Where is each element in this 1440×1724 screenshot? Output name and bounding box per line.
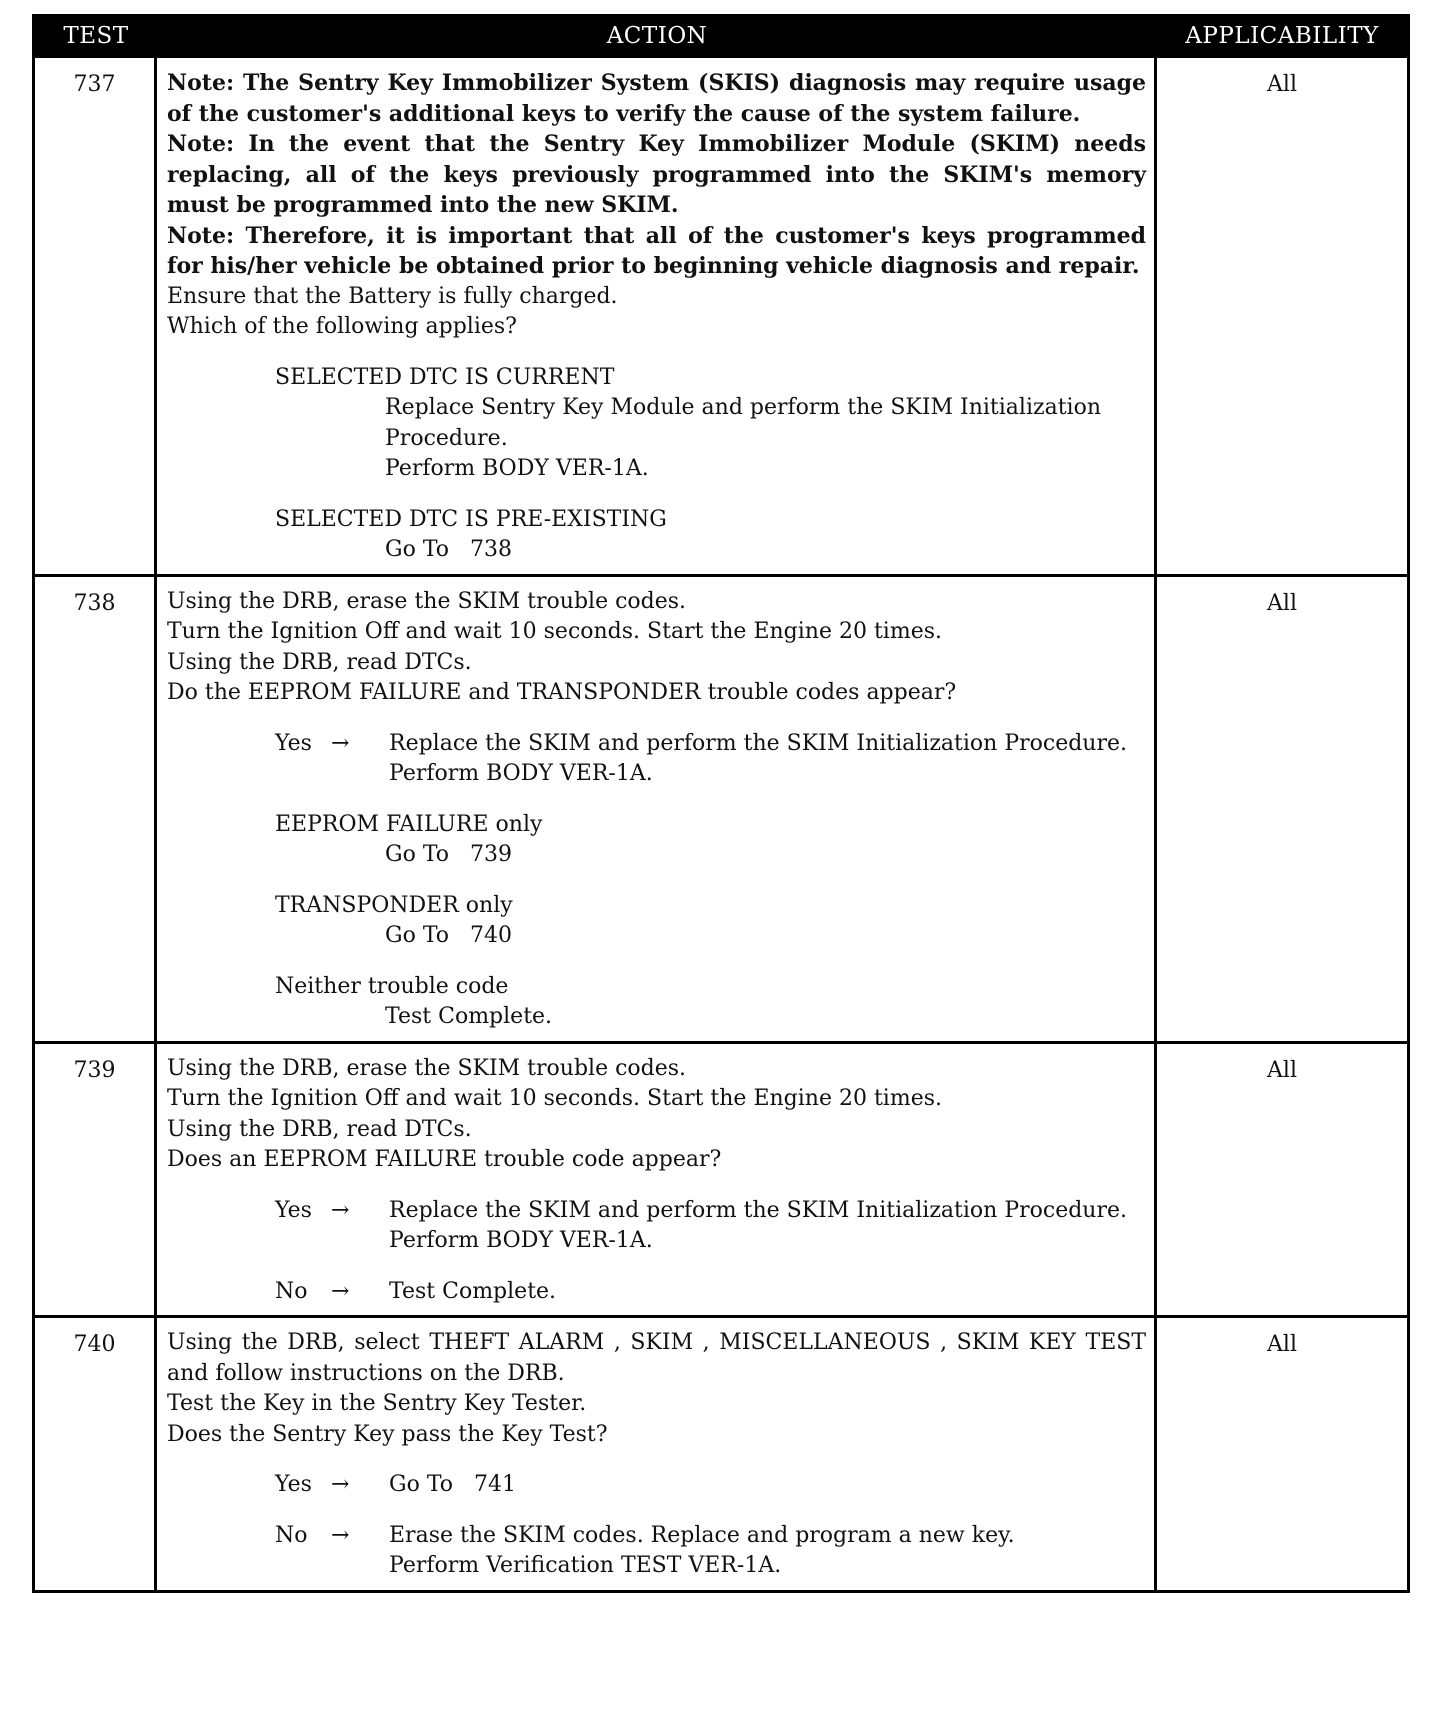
yes-branch xyxy=(275,1196,1146,1257)
instruction-text: Turn the Ignition Off and wait 10 seconds. Start the Engine 20 times. xyxy=(167,619,942,644)
instruction-text: Using the DRB, erase the SKIM trouble codes. xyxy=(167,588,687,614)
yes-label: Yes xyxy=(275,1472,312,1497)
no-result: Erase the SKIM codes. Replace and program a new key. xyxy=(389,1522,1015,1548)
instruction-text: Using the DRB, read DTCs. xyxy=(167,1116,472,1142)
no-result: Test Complete. xyxy=(389,1278,557,1304)
instruction-text: Using the DRB, select THEFT ALARM , SKIM , MISCELLANEOUS , SKIM KEY TEST and follow instructions on the DRB. xyxy=(167,1330,1146,1386)
instruction-text: Turn the Ignition Off and wait 10 seconds. Start the Engine 20 times. xyxy=(167,1086,942,1111)
table-header xyxy=(35,17,1407,55)
arrow-right-icon: → xyxy=(331,730,350,756)
test-number: 737 xyxy=(35,58,157,574)
table-row-739 xyxy=(35,1041,1407,1316)
option-result: Test Complete. xyxy=(385,1004,553,1029)
yes-label: Yes xyxy=(275,1197,312,1223)
goto-link[interactable]: Go To 740 xyxy=(385,923,512,948)
table-row-738 xyxy=(35,574,1407,1041)
option-result: Perform BODY VER-1A. xyxy=(385,456,649,481)
yes-branch xyxy=(275,1470,1146,1501)
action-cell xyxy=(157,58,1157,574)
test-number: 739 xyxy=(35,1044,157,1316)
option-block xyxy=(275,810,1146,871)
arrow-right-icon: → xyxy=(331,1472,350,1497)
no-branch xyxy=(275,1277,1146,1308)
option-result: Replace Sentry Key Module and perform the SKIM Initialization Procedure. xyxy=(385,395,1101,451)
action-cell xyxy=(157,1044,1157,1316)
no-label: No xyxy=(275,1522,308,1548)
note-text: Note: Therefore, it is important that all of the customer's keys programmed for his/her vehicle be obtained prior to beginning vehicle diagnosis and repair. xyxy=(167,222,1146,279)
option-block xyxy=(275,972,1146,1033)
note-text: Note: The Sentry Key Immobilizer System (SKIS) diagnosis may require usage of the customer's additional keys to verify the cause of the system failure. xyxy=(167,70,1146,127)
applicability-value: All xyxy=(1267,1057,1297,1083)
action-cell xyxy=(157,1318,1157,1590)
instruction-text: Does the Sentry Key pass the Key Test? xyxy=(167,1421,608,1447)
yes-result: Replace the SKIM and perform the SKIM Initialization Procedure. xyxy=(389,730,1128,756)
option-label: SELECTED DTC IS PRE-EXISTING xyxy=(275,506,667,532)
test-number: 738 xyxy=(35,577,157,1041)
applicability-value: All xyxy=(1267,72,1297,97)
yes-result: Perform BODY VER-1A. xyxy=(389,761,653,786)
option-block xyxy=(275,363,1146,485)
option-block xyxy=(275,891,1146,952)
diagnostic-table xyxy=(32,14,1410,1593)
instruction-text: Which of the following applies? xyxy=(167,314,517,339)
instruction-text: Ensure that the Battery is fully charged. xyxy=(167,283,618,309)
action-cell xyxy=(157,577,1157,1041)
header-test: TEST xyxy=(63,23,129,49)
option-label: EEPROM FAILURE only xyxy=(275,811,543,837)
no-label: No xyxy=(275,1278,308,1304)
instruction-text: Do the EEPROM FAILURE and TRANSPONDER trouble codes appear? xyxy=(167,680,957,705)
test-number: 740 xyxy=(35,1318,157,1590)
goto-link[interactable]: Go To 738 xyxy=(385,537,512,562)
applicability-value: All xyxy=(1267,590,1297,616)
yes-branch xyxy=(275,729,1146,790)
goto-link[interactable]: Go To 741 xyxy=(389,1472,516,1497)
option-label: TRANSPONDER only xyxy=(275,892,513,918)
option-block xyxy=(275,505,1146,566)
yes-label: Yes xyxy=(275,730,312,756)
instruction-text: Test the Key in the Sentry Key Tester. xyxy=(167,1391,587,1416)
table-row-737 xyxy=(35,55,1407,574)
yes-result: Perform BODY VER-1A. xyxy=(389,1228,653,1253)
table-row-740 xyxy=(35,1315,1407,1590)
option-label: SELECTED DTC IS CURRENT xyxy=(275,364,615,390)
yes-result: Replace the SKIM and perform the SKIM Initialization Procedure. xyxy=(389,1197,1128,1223)
no-result: Perform Verification TEST VER-1A. xyxy=(389,1553,782,1578)
header-action: ACTION xyxy=(606,23,708,49)
arrow-right-icon: → xyxy=(331,1197,350,1223)
header-applicability: APPLICABILITY xyxy=(1185,23,1379,49)
note-text: Note: In the event that the Sentry Key Immobilizer Module (SKIM) needs replacing, all of the keys previously programmed into the SKIM's memory must be programmed into the new SKIM. xyxy=(167,131,1146,218)
instruction-text: Using the DRB, read DTCs. xyxy=(167,649,472,675)
no-branch xyxy=(275,1521,1146,1582)
instruction-text: Does an EEPROM FAILURE trouble code appear? xyxy=(167,1147,722,1172)
instruction-text: Using the DRB, erase the SKIM trouble codes. xyxy=(167,1055,687,1081)
option-label: Neither trouble code xyxy=(275,973,509,999)
applicability-value: All xyxy=(1267,1332,1297,1357)
arrow-right-icon: → xyxy=(331,1278,350,1304)
goto-link[interactable]: Go To 739 xyxy=(385,842,512,867)
arrow-right-icon: → xyxy=(331,1522,350,1548)
